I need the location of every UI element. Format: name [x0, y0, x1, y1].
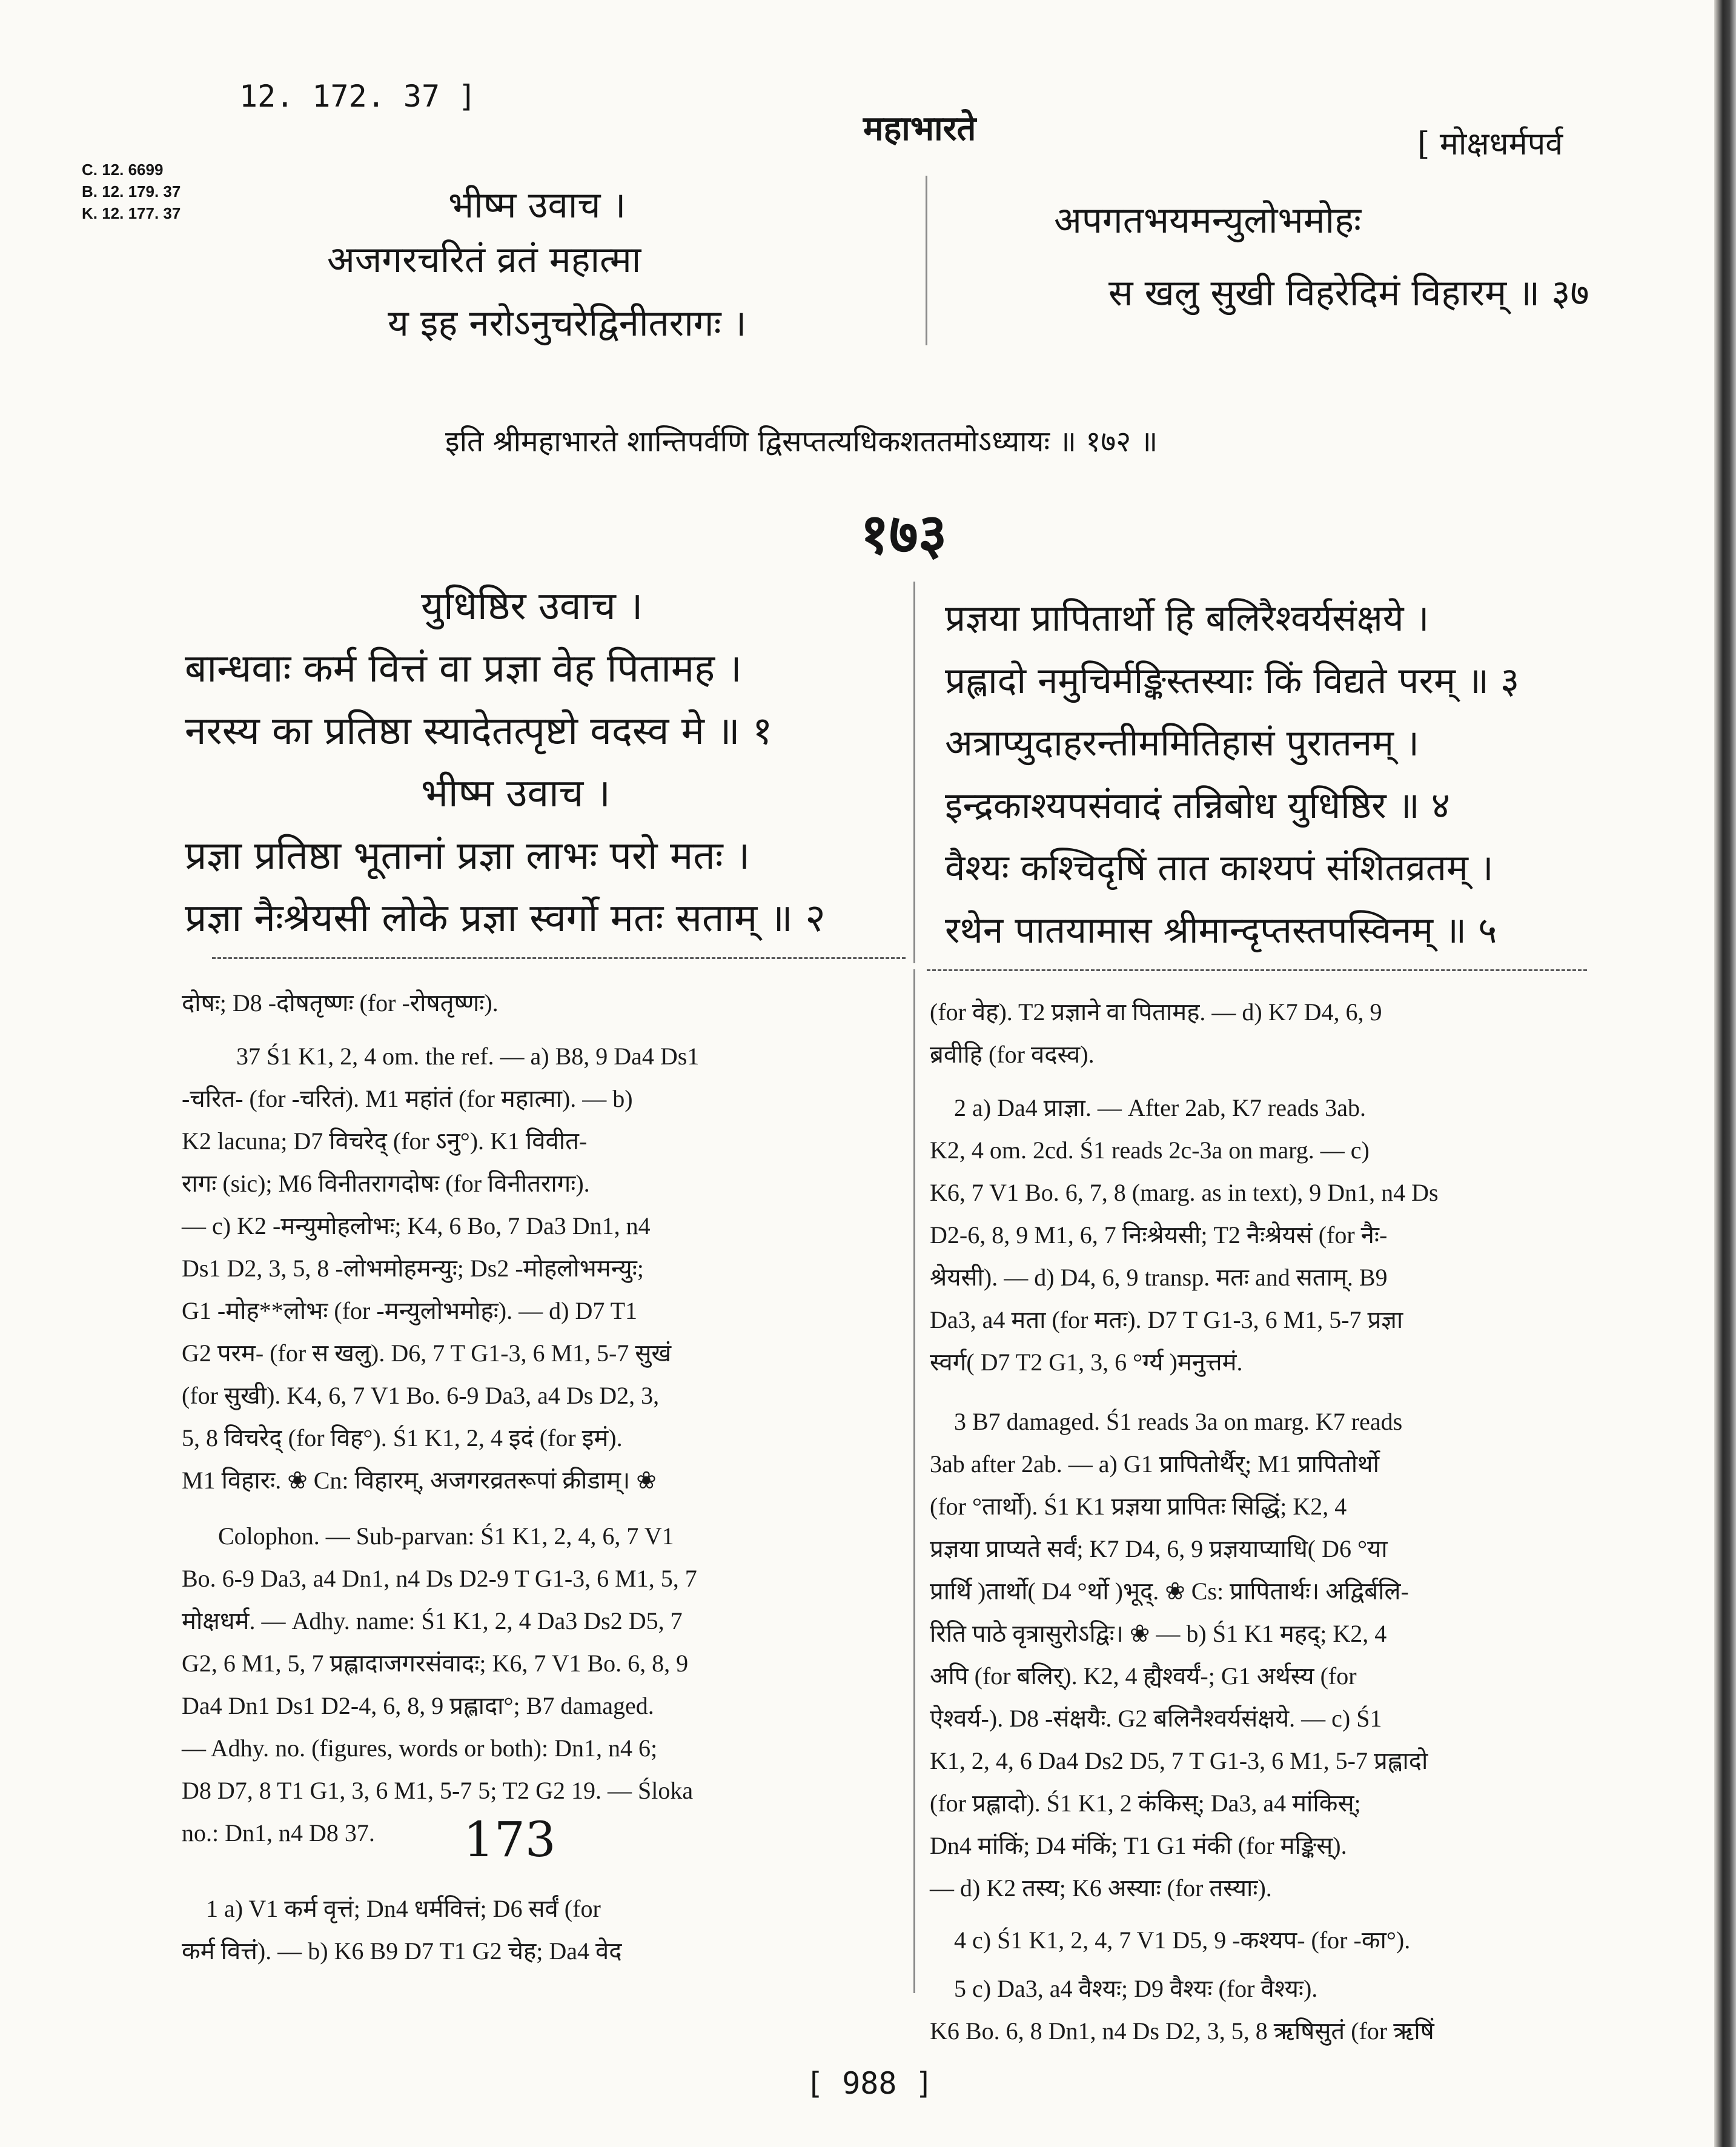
note-line: -चरित- (for -चरितं). M1 महांतं (for महात्मा). — b) [182, 1085, 633, 1112]
verse-line: प्रह्लादो नमुचिर्मङ्किस्तस्याः किं विद्यते परम् ॥ ३ [945, 660, 1520, 702]
note-line: प्रज्ञया प्राप्यते सर्वं; K7 D4, 6, 9 प्रज्ञयाप्याधि( D6 °या [930, 1535, 1388, 1562]
note-line: 3ab after 2ab. — a) G1 प्रापितोर्थैर्; M1 प्रापितोर्थो [930, 1450, 1379, 1478]
note-line: Da4 Dn1 Ds1 D2-4, 6, 8, 9 प्रह्लादा°; B7 damaged. [182, 1692, 654, 1719]
verse-line: प्रज्ञा प्रतिष्ठा भूतानां प्रज्ञा लाभः परो मतः । [185, 834, 750, 878]
note-line: मोक्षधर्म. — Adhy. name: Ś1 K1, 2, 4 Da3 Ds2 D5, 7 [182, 1607, 683, 1634]
note-line: 1 a) V1 कर्म वृत्तं; Dn4 धर्मवित्तं; D6 सर्वं (for [206, 1895, 601, 1922]
verse-line: रथेन पातयामास श्रीमान्दृप्तस्तपस्विनम् ॥ ५ [945, 909, 1497, 952]
note-line: रिति पाठे वृत्रासुरोऽद्विः। ❀ — b) Ś1 K1 महद्; K2, 4 [930, 1620, 1387, 1647]
note-line: — d) K2 तस्य; K6 अस्याः (for तस्याः). [930, 1874, 1272, 1902]
speaker-label: भीष्म उवाच । [421, 771, 611, 816]
note-line: D2-6, 8, 9 M1, 6, 7 निःश्रेयसी; T2 नैःश्रेयसं (for नैः- [930, 1221, 1388, 1249]
verses-right-column [945, 588, 1519, 962]
verse-line: अजगरचरितं व्रतं महात्मा [327, 239, 641, 281]
chapter-number: १७३ [860, 501, 947, 566]
note-line: Da3, a4 मता (for मतः). D7 T G1-3, 6 M1, 5-7 प्रज्ञा [930, 1306, 1403, 1333]
note-line: K6 Bo. 6, 8 Dn1, n4 Ds D2, 3, 5, 8 ऋषिसुतं (for ऋषिं [930, 2017, 1434, 2045]
note-line: — Adhy. no. (figures, words or both): Dn1, n4 6; [182, 1734, 658, 1762]
note-line: ब्रवीहि (for वदस्व). [930, 1041, 1095, 1068]
verse-line: य इह नरोऽनुचरेद्विनीतरागः । [388, 302, 747, 345]
chapter-colophon: इति श्रीमहाभारते शान्तिपर्वणि द्विसप्तत्यधिकशततमोऽध्यायः ॥ १७२ ॥ [445, 425, 1158, 459]
note-line: G2 परम- (for स खलु). D6, 7 T G1-3, 6 M1, 5-7 सुखं [182, 1339, 672, 1367]
note-line: 2 a) Da4 प्राज्ञा. — After 2ab, K7 reads 3ab. [954, 1094, 1367, 1121]
concordance-block [82, 159, 181, 224]
note-line: no.: Dn1, n4 D8 37. [182, 1819, 375, 1847]
note-line: अपि (for बलिर्). K2, 4 ह्यैश्वर्यं-; G1 अर्थस्य (for [930, 1662, 1357, 1690]
note-line: Dn4 मांकिं; D4 मंकिं; T1 G1 मंकी (for मङ्किस्). [930, 1832, 1347, 1859]
note-line: 3 B7 damaged. Ś1 reads 3a on marg. K7 reads [954, 1408, 1403, 1435]
notes-chapter-number: 173 [463, 1811, 556, 1868]
concordance-line: C. 12. 6699 [82, 161, 164, 179]
verse-reference: 12. 172. 37 ] [239, 79, 477, 114]
note-line: K2, 4 om. 2cd. Ś1 reads 2c-3a on marg. — c) [930, 1137, 1370, 1164]
note-line: रागः (sic); M6 विनीतरागदोषः (for विनीतरागः). [182, 1170, 590, 1197]
verse-line: वैश्यः कश्चिदृषिं तात काश्यपं संशितव्रतम् । [945, 847, 1494, 889]
note-line: 5 c) Da3, a4 वैश्यः; D9 वैश्यः (for वैश्यः). [954, 1975, 1318, 2002]
concordance-line: K. 12. 177. 37 [82, 204, 181, 222]
page-number: [ 988 ] [806, 2066, 933, 2101]
note-line: ऐश्वर्य-). D8 -संक्षयैः. G2 बलिनैश्वर्यसंक्षये. — c) Ś1 [930, 1705, 1382, 1732]
book-spine-edge [1714, 0, 1736, 2147]
speaker-label: भीष्म उवाच । [448, 184, 626, 227]
note-line: (for वेह). T2 प्रज्ञाने वा पितामह. — d) K7 D4, 6, 9 [930, 998, 1382, 1026]
verse-line: इन्द्रकाश्यपसंवादं तन्निबोध युधिष्ठिर ॥ ४ [945, 785, 1450, 827]
note-line: K1, 2, 4, 6 Da4 Ds2 D5, 7 T G1-3, 6 M1, 5-7 प्रह्लादो [930, 1747, 1428, 1774]
note-line: श्रेयसी). — d) D4, 6, 9 transp. मतः and सताम्. B9 [930, 1264, 1388, 1291]
verse-line: अत्राप्युदाहरन्तीममितिहासं पुरातनम् । [945, 722, 1419, 765]
column-divider [926, 176, 927, 345]
verse-line: अपगतभयमन्युलोभमोहः [1054, 199, 1362, 242]
note-line: (for सुखी). K4, 6, 7 V1 Bo. 6-9 Da3, a4 Ds D2, 3, [182, 1382, 660, 1409]
note-line: D8 D7, 8 T1 G1, 3, 6 M1, 5-7 5; T2 G2 19. — Śloka [182, 1777, 694, 1804]
note-line: कर्म वित्तं). — b) K6 B9 D7 T1 G2 चेह; Da4 वेद [182, 1937, 622, 1965]
verse-line: बान्धवाः कर्म वित्तं वा प्रज्ञा वेह पितामह । [185, 646, 742, 691]
note-line: Colophon. — Sub-parvan: Ś1 K1, 2, 4, 6, 7 V1 [218, 1522, 674, 1550]
verses-left-column [185, 576, 826, 950]
note-line: 37 Ś1 K1, 2, 4 om. the ref. — a) B8, 9 Da4 Ds1 [236, 1043, 700, 1070]
note-line: (for °तार्थो). Ś1 K1 प्रज्ञया प्रापितः सिद्धिं; K2, 4 [930, 1493, 1347, 1520]
notes-right-column [930, 994, 1584, 2055]
concordance-line: B. 12. 179. 37 [82, 182, 181, 201]
note-line: K6, 7 V1 Bo. 6, 7, 8 (marg. as in text), 9 Dn1, n4 Ds [930, 1179, 1439, 1206]
note-line: Ds1 D2, 3, 5, 8 -लोभमोहमन्युः; Ds2 -मोहलोभमन्युः; [182, 1255, 644, 1282]
note-line: दोषः; D8 -दोषतृष्णः (for -रोषतृष्णः). [182, 989, 499, 1017]
note-line: G2, 6 M1, 5, 7 प्रह्लादाजगरसंवादः; K6, 7 V1 Bo. 6, 8, 9 [182, 1650, 689, 1677]
note-line: Bo. 6-9 Da3, a4 Dn1, n4 Ds D2-9 T G1-3, 6 M1, 5, 7 [182, 1565, 697, 1592]
speaker-label: युधिष्ठिर उवाच । [421, 584, 643, 629]
verse-line: प्रज्ञया प्रापितार्थो हि बलिरैश्वर्यसंक्षये । [945, 597, 1430, 640]
apparatus-separator [212, 957, 906, 959]
column-divider [913, 969, 915, 1993]
note-line: स्वर्ग( D7 T2 G1, 3, 6 °र्ग्य )मनुत्तमं. [930, 1349, 1243, 1376]
notes-left-column-chapter-173 [182, 1890, 896, 1975]
section-title: [ मोक्षधर्मपर्व [1417, 126, 1563, 162]
note-line: G1 -मोह**लोभः (for -मन्युलोभमोहः). — d) D7 T1 [182, 1297, 638, 1324]
page-title: महाभारते [863, 108, 976, 148]
note-line: M1 विहारः. ❀ Cn: विहारम्, अजगरव्रतरूपां क्रीडाम्। ❀ [182, 1467, 657, 1494]
notes-left-column [182, 984, 896, 1857]
column-divider [913, 582, 915, 963]
note-line: (for प्रह्लादो). Ś1 K1, 2 कंकिस्; Da3, a4 मांकिस्; [930, 1790, 1361, 1817]
note-line: प्रार्थि )तार्थो( D4 °र्थो )भूद्. ❀ Cs: प्रापितार्थः। अद्विर्बलि- [930, 1578, 1409, 1605]
verse-line: नरस्य का प्रतिष्ठा स्यादेतत्पृष्टो वदस्व मे ॥ १ [185, 709, 773, 754]
verse-line: स खलु सुखी विहरेदिमं विहारम् ॥ ३७ [1108, 272, 1589, 314]
note-line: — c) K2 -मन्युमोहलोभः; K4, 6 Bo, 7 Da3 Dn1, n4 [182, 1212, 651, 1239]
apparatus-separator [927, 969, 1587, 971]
verse-line: प्रज्ञा नैःश्रेयसी लोके प्रज्ञा स्वर्गो मतः सताम् ॥ २ [185, 896, 826, 941]
note-line: K2 lacuna; D7 विचरेद् (for ऽनु°). K1 विवीत- [182, 1127, 588, 1155]
note-line: 5, 8 विचरेद् (for विह°). Ś1 K1, 2, 4 इदं (for इमं). [182, 1424, 623, 1452]
note-line: 4 c) Ś1 K1, 2, 4, 7 V1 D5, 9 -कश्यप- (for -का°). [954, 1926, 1411, 1954]
